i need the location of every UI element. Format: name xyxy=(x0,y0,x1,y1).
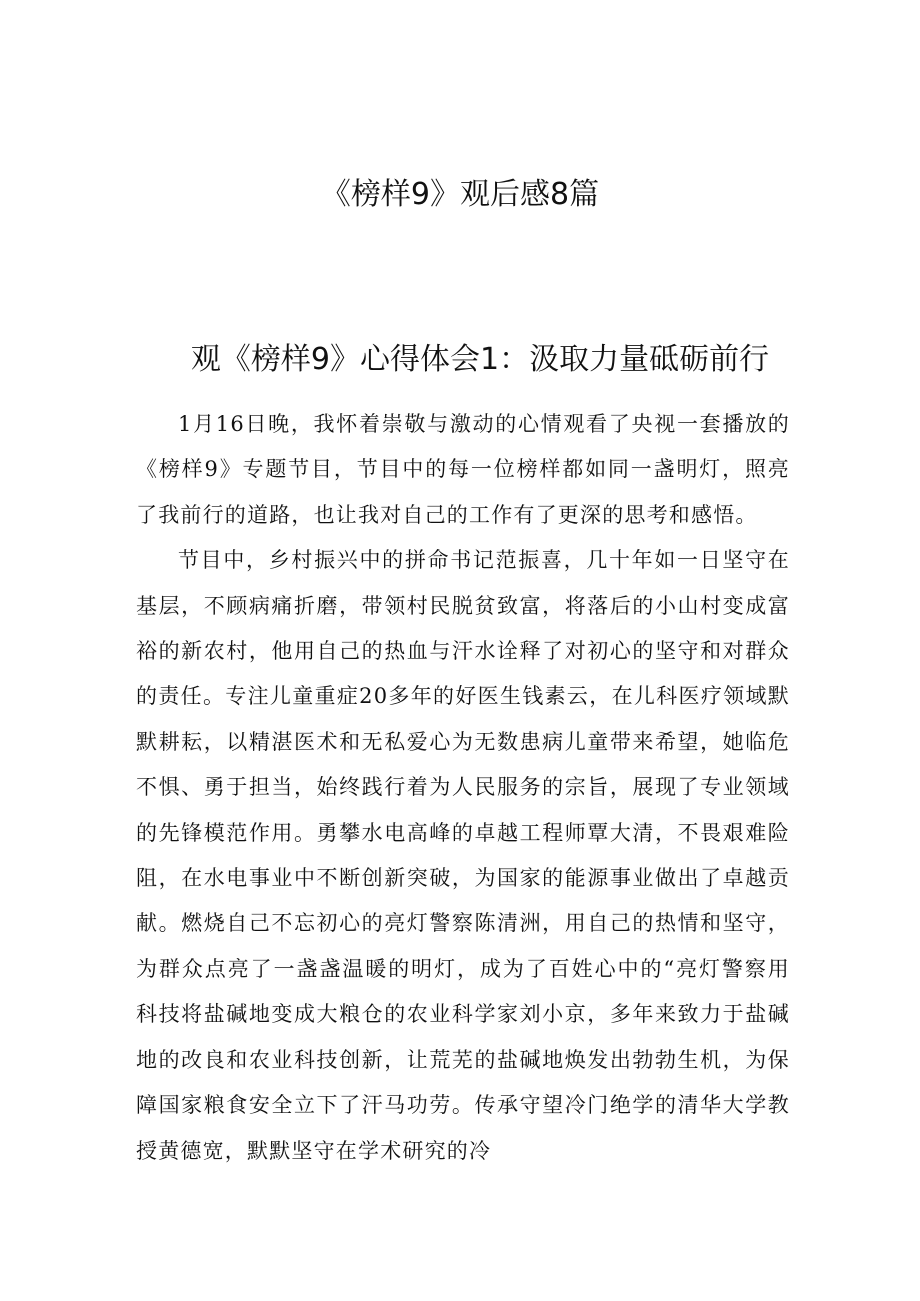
section-title: 观《榜样9》心得体会1：汲取力量砥砺前行 xyxy=(190,342,770,377)
paragraph: 节目中，乡村振兴中的拼命书记范振喜，几十年如一日坚守在基层，不顾病痛折磨，带领村民脱贫致富，将落后的小山村变成富裕的新农村，他用自己的热血与汗水诠释了对初心的坚守和对群众的责任。专注儿童重症20多年的好医生钱素云，在儿科医疗领域默默耕耘，以精湛医术和无私爱心为无数患病儿童带来希望，她临危不惧、勇于担当，始终践行着为人民服务的宗旨，展现了专业领域的先锋模范作用。勇攀水电高峰的卓越工程师覃大清，不畏艰难险阻，在水电事业中不断创新突破，为国家的能源事业做出了卓越贡献。燃烧自己不忘初心的亮灯警察陈清洲，用自己的热情和坚守，为群众点亮了一盏盏温暖的明灯，成为了百姓心中的“亮灯警察用科技将盐碱地变成大粮仓的农业科学家刘小京，多年来致力于盐碱地的改良和农业科技创新，让荒芜的盐碱地焕发出勃勃生机，为保障国家粮食安全立下了汗马功劳。传承守望冷门绝学的清华大学教授黄德宽，默默坚守在学术研究的冷 xyxy=(136,548,790,1163)
document-title: 《榜样9》观后感8篇 xyxy=(320,177,600,212)
paragraph: 1月16日晚，我怀着崇敬与激动的心情观看了央视一套播放的《榜样9》专题节目，节目中的每一位榜样都如同一盏明灯，照亮了我前行的道路，也让我对自己的工作有了更深的思考和感悟。 xyxy=(136,412,790,527)
document-body xyxy=(136,402,790,1174)
